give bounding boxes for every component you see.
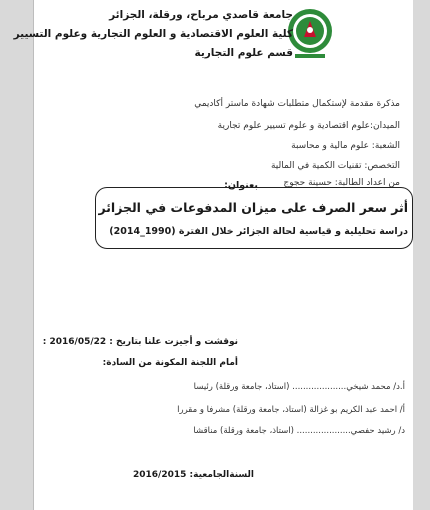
- thesis-title: أثر سعر الصرف على ميزان المدفوعات في الجزائر: [98, 200, 408, 215]
- branch-line: الشعبة: علوم مالية و محاسبة: [291, 141, 400, 151]
- memo-statement: مذكرة مقدمة لإستكمال متطلبات شهادة ماستر أكاديمي: [194, 99, 400, 109]
- committee-intro: أمام اللجنة المكونة من السادة:: [102, 358, 238, 368]
- title-label: بعنوان:: [224, 180, 258, 191]
- committee-member-president: أ.د/ محمد شيخي.................... (استاذ، جامعة ورقلة) رئيسا: [193, 382, 405, 392]
- thesis-subtitle: دراسة تحليلية و قياسية لحالة الجزائر خلال الفترة (1990_2014): [109, 226, 408, 237]
- university-name: جامعة قاصدي مرباح، ورقلة، الجزائر: [109, 9, 293, 21]
- department-name: قسم علوم التجارية: [194, 47, 293, 59]
- page-edge: [33, 0, 34, 510]
- committee-member-examiner: د/ رشيد حفصي.................... (استاذ، جامعة ورقلة) مناقشا: [193, 426, 405, 436]
- thesis-title-box: [95, 187, 413, 249]
- prepared-by-line: من اعداد الطالبة: حسينة حجوج: [283, 178, 400, 188]
- academic-year: السنةالجامعية: 2016/2015: [133, 470, 254, 480]
- field-line: الميدان:علوم اقتصادية و علوم تسيير علوم تجارية: [217, 121, 400, 131]
- defense-date: نوقشت و أجيزت علنا بتاريخ : 2016/05/22 :: [42, 337, 238, 347]
- specialty-line: التخصص: تقنيات الكمية في المالية: [270, 161, 400, 171]
- committee-member-supervisor: أ/ احمد عبد الكريم بو غزالة (استاذ، جامعة ورقلة) مشرفا و مقررا: [177, 405, 405, 415]
- faculty-name: كلية العلوم الاقتصادية و العلوم التجارية وعلوم التسيير: [13, 28, 293, 40]
